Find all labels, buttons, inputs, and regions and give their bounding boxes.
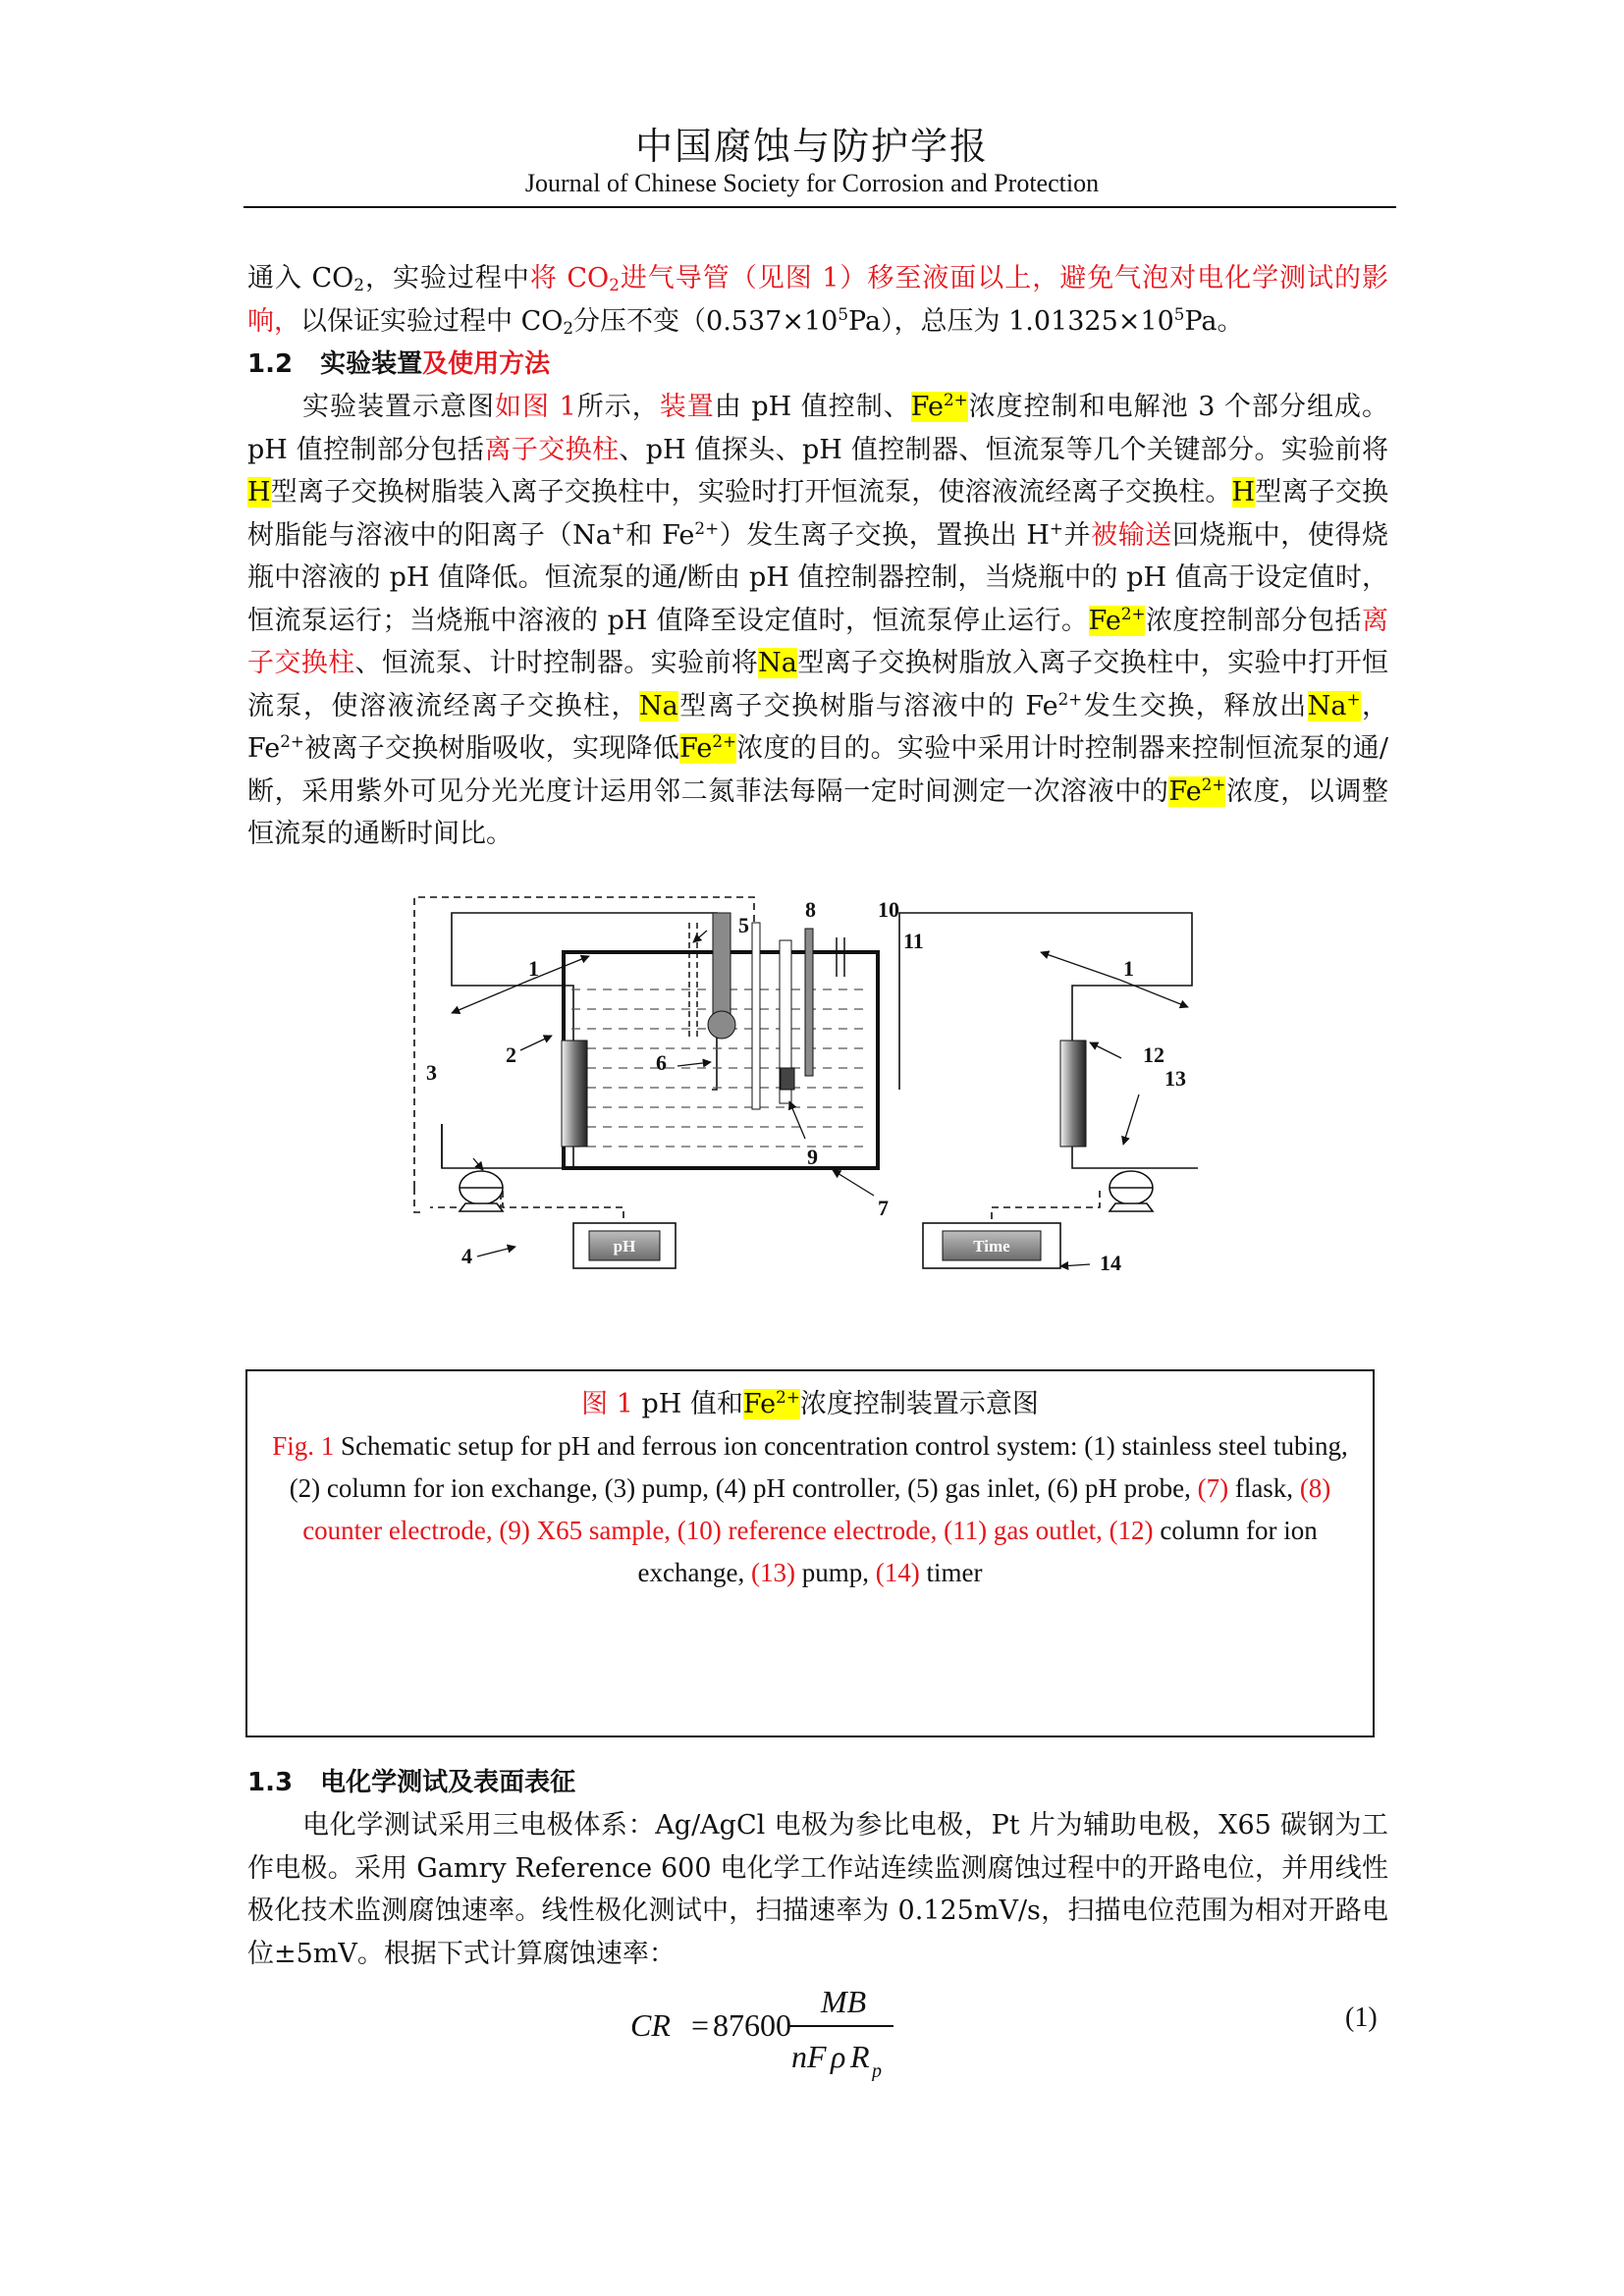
x65-sample [781, 1068, 794, 1090]
figure-1-schematic [412, 893, 1227, 1315]
ion-exchange-column-right [1060, 1041, 1086, 1147]
fig-label-12: 12 [1143, 1042, 1164, 1067]
formula-lhs: CR [630, 2007, 671, 2043]
counter-electrode [752, 923, 760, 1109]
dashed-line-ph-bottom [414, 1188, 422, 1212]
formula-numerator: MB [821, 1984, 867, 2019]
formula-eq: = [691, 2007, 710, 2043]
header-rule [244, 206, 1396, 208]
fig-label-1-left: 1 [528, 956, 539, 981]
formula-coef: 87600 [713, 2007, 791, 2043]
section-1-2-body: 实验装置示意图如图 1所示，装置由 pH 值控制、$Fe^{2+}$浓度控制和电解池 3 个部分组成。pH 值控制部分包括离子交换柱、pH 值探头、pH 值控制器、恒流泵等几个关键部分。实验前将H型离子交换树脂装入离子交换柱中，实验时打开恒流泵，使溶液流经离子交换柱。H型离子交换树脂能与溶液中的阳离子（Na+和 $Fe^{2+}$）发生离子交换，置换出 H+并被输送回烧瓶中，使得烧瓶中溶液的 pH 值降低。恒流泵的通/断由 pH 值控制器控制，当烧瓶中的 pH 值高于设定值时，恒流泵运行；当烧瓶中溶液的 pH 值降至设定值时，恒流泵停止运行。$Fe^{2+}$浓度控制部分包括离子交换柱、恒流泵、计时控制器。实验前将Na型离子交换树脂放入离子交换柱中，实验中打开恒流泵，使溶液流经离子交换柱，Na型离子交换树脂与溶液中的 $Fe^{2+}$发生交换，释放出Na+，$Fe^{2+}$被离子交换树脂吸收，实现降低$Fe^{2+}$浓度的目的。实验中采用计时控制器来控制恒流泵的通/断，采用紫外可见分光光度计运用邻二氮菲法每隔一定时间测定一次溶液中的$Fe^{2+}$浓度，以调整恒流泵的通断时间比。 [247, 389, 1389, 849]
section-1-3-body: 电化学测试采用三电极体系：Ag/AgCl 电极为参比电极，Pt 片为辅助电极，X65 碳钢为工作电极。采用 Gamry Reference 600 电化学工作站连续监测腐蚀过程中的开路电位，并用线性极化技术监测腐蚀速率。线性极化测试中，扫描速率为 0.125mV/s，扫描电位范围为相对开路电位±5mV。根据下式计算腐蚀速率： [247, 1810, 1388, 1969]
fig-label-14: 14 [1100, 1251, 1121, 1275]
fig-label-6: 6 [656, 1050, 667, 1075]
section-heading-1-2: 1.2 实验装置及使用方法 [247, 349, 551, 379]
fig-label-5: 5 [738, 913, 749, 937]
ion-exchange-column-left [562, 1041, 587, 1147]
fig-label-1-right: 1 [1123, 956, 1134, 981]
journal-title-cn: 中国腐蚀与防护学报 [634, 125, 989, 168]
intro-paragraph: 通入 $CO_2$，实验过程中将 $CO_2$进气导管（见图 1）移至液面以上，避免气泡对电化学测试的影响，以保证实验过程中 $CO_2$分压不变$(0.537\times 10^5Pa)$，总压为 $1.01325\times 10^5Pa$。 [247, 263, 1388, 338]
formula-den-a: nF [791, 2039, 827, 2074]
section-heading-1-3: 1.3 电化学测试及表面表征 [247, 1768, 576, 1797]
ph-probe [713, 913, 731, 1021]
equation-number: (1) [1345, 2002, 1378, 2033]
fig-label-2: 2 [506, 1042, 516, 1067]
fig-label-9: 9 [807, 1145, 818, 1169]
journal-title-en: Journal of Chinese Society for Corrosion and Protection [524, 169, 1100, 197]
ph-box-label: pH [613, 1237, 636, 1255]
tubing-right-lower [1072, 1147, 1198, 1168]
fig-label-4: 4 [461, 1244, 472, 1268]
fig-label-7: 7 [878, 1196, 889, 1220]
reference-electrode [805, 929, 813, 1076]
fig-label-10: 10 [878, 897, 899, 922]
formula-den-sub: p [872, 2060, 882, 2081]
dashed-line-pump-left-to-ph [503, 1191, 623, 1223]
pump-right [1110, 1171, 1153, 1211]
tubing-left-lower [442, 1124, 573, 1168]
figure-1-caption: 图 1 pH 值和$Fe^{2+}$浓度控制装置示意图 Fig. 1 Schematic setup for pH and ferrous ion concentration control system: (1) stainless steel tubing, (2) column for ion exchange, (3) pump, (4) pH controller, (5) gas inlet, (6) pH probe, (7) flask, (8) counter electrode, (9) X65 sample, (10) reference electrode, (11) gas outlet, (12) column for ion exchange, (13) pump, (14) timer [245, 1369, 1375, 1737]
pump-left [460, 1171, 503, 1211]
formula-den-rho: ρ [831, 2039, 846, 2074]
corrosion-rate-formula [589, 1973, 1100, 2081]
formula-den-r: R [850, 2039, 870, 2074]
time-box-label: Time [973, 1237, 1010, 1255]
fig-label-13: 13 [1164, 1066, 1186, 1091]
dashed-line-pump-right-to-timer [992, 1191, 1100, 1223]
fig-label-8: 8 [805, 897, 816, 922]
fig-label-11: 11 [903, 929, 924, 953]
fig-label-3: 3 [426, 1060, 437, 1085]
